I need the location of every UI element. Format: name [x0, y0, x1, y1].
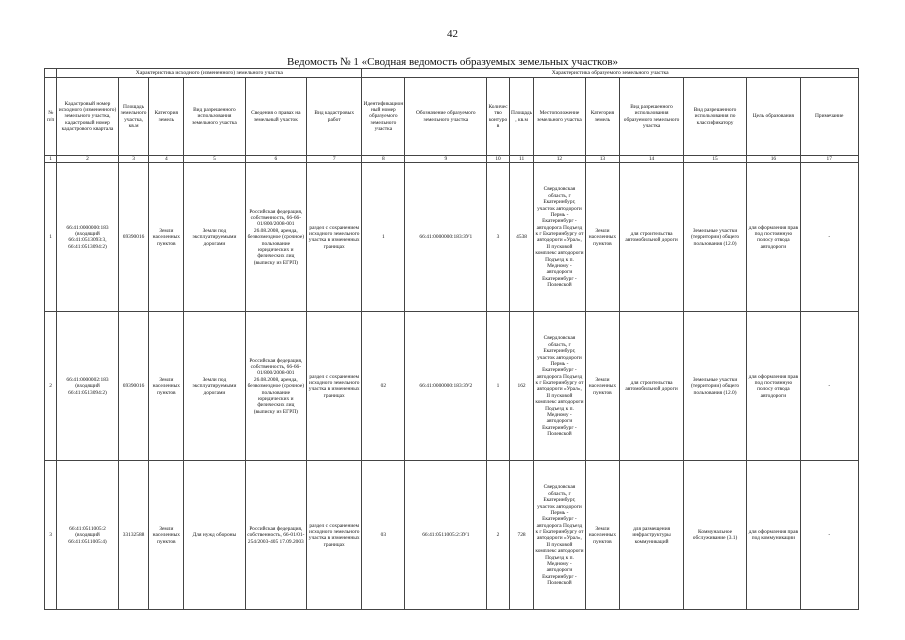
cell-id: 1 — [362, 163, 405, 312]
cell-category: Земли населенных пунктов — [149, 312, 184, 461]
column-header: Вид кадастровых работ — [307, 78, 362, 156]
cell-cadastral: 66:41:0511005:2 (входящий 66:41:0511005:4) — [57, 461, 118, 610]
document-title: Ведомость № 1 «Сводная ведомость образуемых земельных участков» — [286, 56, 619, 68]
column-number: 10 — [487, 156, 510, 163]
column-header: Категория земель — [149, 78, 184, 156]
column-header: Вид разрешенного использования земельного участка — [184, 78, 245, 156]
cell-id: 02 — [362, 312, 405, 461]
table-row — [45, 312, 859, 461]
column-number: 11 — [509, 156, 534, 163]
column-number: 7 — [307, 156, 362, 163]
column-header: Кадастровый номер исходного (измененного) земельного участка, кадастровый номер кадастрового квартала — [57, 78, 118, 156]
cell-use: Земли под эксплуатируемыми дорогами — [184, 163, 245, 312]
table-row — [45, 461, 859, 610]
column-number: 8 — [362, 156, 405, 163]
column-number: 4 — [149, 156, 184, 163]
column-header: Площадь, кв.м — [509, 78, 534, 156]
cell-id: 03 — [362, 461, 405, 610]
cell-new-area: 4538 — [509, 163, 534, 312]
column-number: 3 — [118, 156, 149, 163]
column-number: 2 — [57, 156, 118, 163]
table-row — [45, 163, 859, 312]
cell-location: Свердловская область, г Екатеринбург, участок автодороги Пермь - Екатеринбург - автодорога Подъезд к г Екатеринбургу от автодороги «Урал», II пусковой комплекс автодороги Подъезд к п. Медному - автодороги Екатеринбург - Полевской — [534, 461, 585, 610]
column-header: № п/п — [45, 78, 57, 156]
cell-location: Свердловская область, г Екатеринбург, участок автодороги Пермь - Екатеринбург - автодорога Подъезд к г Екатеринбургу от автодороги «Урал», II пусковой комплекс автодороги Подъезд к п. Медному - автодороги Екатеринбург - Полевской — [534, 312, 585, 461]
page-number: 42 — [447, 28, 458, 40]
cell-new-category: Земли населенных пунктов — [585, 163, 620, 312]
column-number-row — [45, 156, 859, 163]
column-number: 5 — [184, 156, 245, 163]
cell-goal: для оформления прав под постоянную полосу отвода автодороги — [747, 312, 800, 461]
column-header: Идентификационный номер образуемого земельного участка — [362, 78, 405, 156]
cell-note: - — [800, 163, 859, 312]
cell-use: Земли под эксплуатируемыми дорогами — [184, 312, 245, 461]
column-header: Обозначение образуемого земельного участка — [405, 78, 487, 156]
cell-index: 3 — [45, 461, 57, 610]
cell-category: Земли населенных пунктов — [149, 461, 184, 610]
cell-rights: Российская федерация, собственность, 66-66-01/800/2008-001 26.08.2008, аренда, безвозмездное (срочное) пользование юридических и физических лиц (выписку из ЕГРП) — [245, 312, 306, 461]
cell-designation: 66:41:0511005:2:ЗУ1 — [405, 461, 487, 610]
cell-goal: для оформления прав под постоянную полосу отвода автодороги — [747, 163, 800, 312]
cell-new-use: для размещения инфраструктуры коммуникаций — [620, 461, 683, 610]
cell-contours: 3 — [487, 163, 510, 312]
cell-rights: Российская федерация, собственность, 66-01/01-254/2003-405 17.09.2003 — [245, 461, 306, 610]
cell-area: 69390016 — [118, 163, 149, 312]
cell-new-use: для строительства автомобильной дороги — [620, 163, 683, 312]
column-number: 14 — [620, 156, 683, 163]
column-number: 16 — [747, 156, 800, 163]
source-group-header: Характеристика исходного (измененного) земельного участка — [57, 69, 362, 78]
cell-cadastral: 66:41:0000000:183 (входящий 66:41:0513093:3, 66:41:0513094:2) — [57, 163, 118, 312]
parcels-table — [44, 68, 859, 610]
cell-classifier: Земельные участки (территории) общего пользования (12.0) — [683, 312, 746, 461]
column-number: 13 — [585, 156, 620, 163]
cell-area: 69390016 — [118, 312, 149, 461]
cell-work-type: раздел с сохранением исходного земельного участка в измененных границах — [307, 163, 362, 312]
cell-category: Земли населенных пунктов — [149, 163, 184, 312]
cell-classifier: Земельные участки (территории) общего пользования (12.0) — [683, 163, 746, 312]
column-header: Примечание — [800, 78, 859, 156]
column-number: 12 — [534, 156, 585, 163]
column-header: Вид разрешенного использования образуемого земельного участка — [620, 78, 683, 156]
cell-work-type: раздел с сохранением исходного земельного участка в измененных границах — [307, 312, 362, 461]
cell-use: Для нужд обороны — [184, 461, 245, 610]
cell-new-use: для строительства автомобильной дороги — [620, 312, 683, 461]
column-header-row — [45, 78, 859, 156]
cell-rights: Российская федерация, собственность, 66-66-01/800/2008-001 26.08.2008, аренда, безвозмездное (срочное) пользование юридических и физических лиц (выписку из ЕГРП) — [245, 163, 306, 312]
column-number: 1 — [45, 156, 57, 163]
formed-group-header: Характеристика образуемого земельного участка — [362, 69, 859, 78]
cell-index: 2 — [45, 312, 57, 461]
cell-new-category: Земли населенных пунктов — [585, 461, 620, 610]
column-header: Сведения о правах на земельный участок — [245, 78, 306, 156]
cell-contours: 2 — [487, 461, 510, 610]
cell-index: 1 — [45, 163, 57, 312]
column-header: Цель образования — [747, 78, 800, 156]
column-header: Площадь земельного участка, кв.м — [118, 78, 149, 156]
cell-work-type: раздел с сохранением исходного земельного участка в измененных границах — [307, 461, 362, 610]
column-number: 6 — [245, 156, 306, 163]
column-number: 17 — [800, 156, 859, 163]
column-number: 9 — [405, 156, 487, 163]
cell-note: - — [800, 312, 859, 461]
cell-note: - — [800, 461, 859, 610]
cell-new-area: 728 — [509, 461, 534, 610]
group-header-row — [45, 69, 859, 78]
empty-cell — [45, 69, 57, 78]
cell-designation: 66:41:0000000:183:ЗУ2 — [405, 312, 487, 461]
cell-new-category: Земли населенных пунктов — [585, 312, 620, 461]
cell-goal: для оформления прав под коммуникации — [747, 461, 800, 610]
cell-area: 33132588 — [118, 461, 149, 610]
cell-location: Свердловская область, г Екатеринбург, участок автодороги Пермь - Екатеринбург - автодорога Подъезд к г Екатеринбургу от автодороги «Урал», II пусковой комплекс автодороги Подъезд к п. Медному - автодороги Екатеринбург - Полевской — [534, 163, 585, 312]
cell-designation: 66:41:0000000:183:ЗУ1 — [405, 163, 487, 312]
cell-cadastral: 66:41:0000002:183 (входящий 66:41:0513094:2) — [57, 312, 118, 461]
column-header: Местоположение земельного участка — [534, 78, 585, 156]
column-number: 15 — [683, 156, 746, 163]
column-header: Вид разрешенного использования по классификатору — [683, 78, 746, 156]
cell-classifier: Коммунальное обслуживание (3.1) — [683, 461, 746, 610]
cell-contours: 1 — [487, 312, 510, 461]
column-header: Количество контуров — [487, 78, 510, 156]
cell-new-area: 162 — [509, 312, 534, 461]
column-header: Категория земель — [585, 78, 620, 156]
